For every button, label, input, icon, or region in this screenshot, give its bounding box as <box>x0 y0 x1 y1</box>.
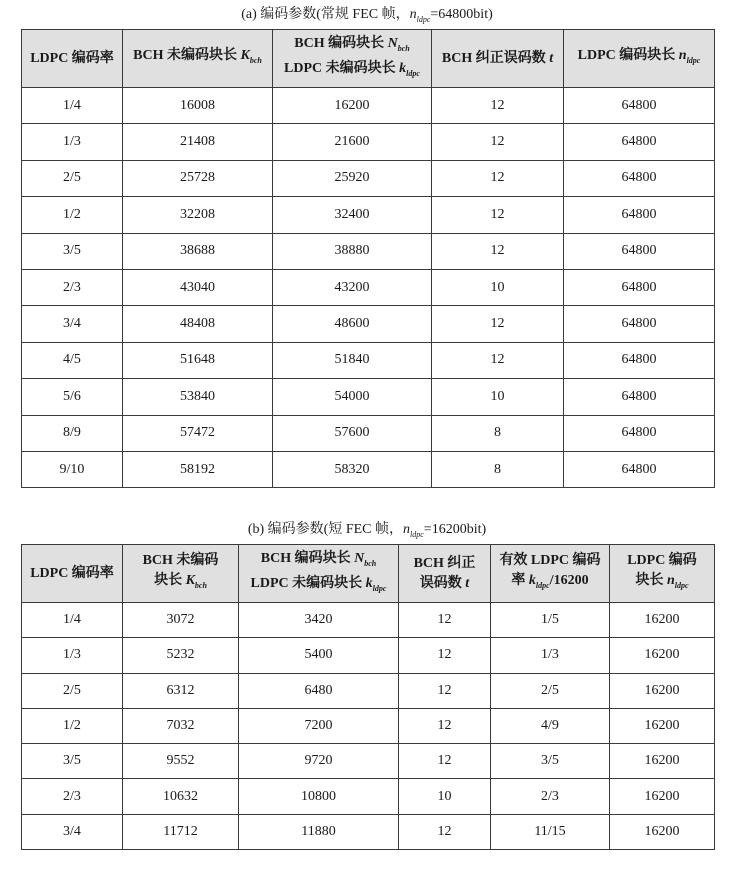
table-cell: 38688 <box>123 233 273 269</box>
table-cell: 3/4 <box>22 306 123 342</box>
header-symbol: n <box>678 48 687 64</box>
table-cell: 48408 <box>123 306 273 342</box>
header-text: LDPC 编码块长 <box>577 48 679 64</box>
table-cell: 2/3 <box>22 779 123 814</box>
table-cell: 4/9 <box>491 708 610 743</box>
table-cell: 1/4 <box>22 603 123 638</box>
table-cell: 57600 <box>273 415 432 451</box>
header-symbol: n <box>666 573 675 589</box>
table-row <box>22 744 715 779</box>
table-row <box>22 88 715 124</box>
table-cell: 64800 <box>564 451 715 487</box>
header-text: 块长 <box>635 573 667 589</box>
header-line <box>123 46 272 71</box>
table-cell: 1/3 <box>491 638 610 673</box>
table-cell: 10632 <box>123 779 239 814</box>
header-subscript: ldpc <box>674 580 689 590</box>
header-line <box>273 59 431 84</box>
table-cell: 12 <box>399 814 491 849</box>
table-cell: 8 <box>432 415 564 451</box>
header-line <box>610 571 714 596</box>
table-row <box>22 306 715 342</box>
table-cell: 64800 <box>564 379 715 415</box>
column-header <box>610 545 715 603</box>
table-cell: 48600 <box>273 306 432 342</box>
table-row <box>22 673 715 708</box>
table-cell: 38880 <box>273 233 432 269</box>
table-cell: 64800 <box>564 88 715 124</box>
table-header-row <box>22 30 715 88</box>
table-cell: 12 <box>432 124 564 160</box>
table-cell: 32400 <box>273 197 432 233</box>
header-text: 块长 <box>154 573 186 589</box>
table-cell: 9/10 <box>22 451 123 487</box>
table-cell: 64800 <box>564 342 715 378</box>
table-cell: 54000 <box>273 379 432 415</box>
table-row <box>22 708 715 743</box>
header-subscript: bch <box>249 55 262 65</box>
table-cell: 6480 <box>239 673 399 708</box>
table-cell: 12 <box>432 233 564 269</box>
header-text: 误码数 <box>419 575 466 591</box>
table-row <box>22 779 715 814</box>
table-cell: 10800 <box>239 779 399 814</box>
header-line <box>22 564 122 584</box>
header-text: BCH 纠正 <box>413 555 476 571</box>
table-cell: 12 <box>399 673 491 708</box>
header-symbol: k <box>528 573 536 589</box>
table-cell: 4/5 <box>22 342 123 378</box>
column-header <box>22 545 123 603</box>
table-header-row <box>22 545 715 603</box>
header-text: BCH 未编码 <box>142 553 219 569</box>
table-cell: 21408 <box>123 124 273 160</box>
header-text: LDPC 未编码块长 <box>284 60 400 76</box>
header-line <box>239 574 398 599</box>
header-line <box>22 49 122 69</box>
table-cell: 1/5 <box>491 603 610 638</box>
header-subscript: ldpc <box>686 55 701 65</box>
column-header <box>399 545 491 603</box>
table-cell: 11/15 <box>491 814 610 849</box>
table-cell: 12 <box>399 744 491 779</box>
column-header <box>432 30 564 88</box>
header-line <box>273 34 431 59</box>
table-cell: 2/5 <box>22 673 123 708</box>
table-cell: 1/2 <box>22 197 123 233</box>
header-line <box>123 551 238 571</box>
header-line <box>399 574 490 594</box>
table-cell: 43040 <box>123 269 273 305</box>
header-line <box>399 554 490 574</box>
table-row <box>22 233 715 269</box>
table-cell: 58192 <box>123 451 273 487</box>
table-cell: 8/9 <box>22 415 123 451</box>
table-cell: 3/4 <box>22 814 123 849</box>
header-text-after: /16200 <box>549 573 589 589</box>
table-row <box>22 814 715 849</box>
table-cell: 12 <box>432 306 564 342</box>
header-text: BCH 纠正误码数 <box>441 50 550 66</box>
table-cell: 1/3 <box>22 638 123 673</box>
column-header <box>564 30 715 88</box>
table-cell: 64800 <box>564 197 715 233</box>
table-cell: 3420 <box>239 603 399 638</box>
column-header <box>239 545 399 603</box>
table-cell: 10 <box>399 779 491 814</box>
table-row <box>22 603 715 638</box>
table-cell: 11712 <box>123 814 239 849</box>
table-cell: 7200 <box>239 708 399 743</box>
table-cell: 16200 <box>610 814 715 849</box>
header-symbol: k <box>399 60 407 76</box>
table-cell: 11880 <box>239 814 399 849</box>
table-cell: 1/2 <box>22 708 123 743</box>
header-symbol: t <box>465 575 470 591</box>
header-subscript: bch <box>194 580 207 590</box>
table-row <box>22 197 715 233</box>
table-cell: 58320 <box>273 451 432 487</box>
header-line <box>610 551 714 571</box>
header-text: LDPC 编码率 <box>30 50 114 66</box>
table-cell: 21600 <box>273 124 432 160</box>
table-cell: 43200 <box>273 269 432 305</box>
column-header <box>22 30 123 88</box>
table-cell: 51648 <box>123 342 273 378</box>
table-row <box>22 269 715 305</box>
table-cell: 51840 <box>273 342 432 378</box>
table-cell: 9552 <box>123 744 239 779</box>
header-line <box>123 571 238 596</box>
table-row <box>22 160 715 196</box>
header-text: BCH 编码块长 <box>260 550 355 566</box>
table-cell: 25920 <box>273 160 432 196</box>
header-line <box>432 49 563 69</box>
table-cell: 5/6 <box>22 379 123 415</box>
table-body <box>22 88 715 488</box>
table-cell: 12 <box>432 342 564 378</box>
table-cell: 64800 <box>564 306 715 342</box>
table-row <box>22 124 715 160</box>
table-cell: 2/5 <box>22 160 123 196</box>
table-row <box>22 451 715 487</box>
table-cell: 10 <box>432 269 564 305</box>
table-cell: 16200 <box>610 603 715 638</box>
header-line <box>564 46 714 71</box>
table-cell: 3/5 <box>22 233 123 269</box>
table-cell: 16200 <box>610 673 715 708</box>
table-cell: 16200 <box>273 88 432 124</box>
table-cell: 10 <box>432 379 564 415</box>
header-text: 率 <box>511 573 529 589</box>
table-cell: 2/3 <box>491 779 610 814</box>
table-row <box>22 638 715 673</box>
table-cell: 64800 <box>564 160 715 196</box>
table-cell: 64800 <box>564 415 715 451</box>
table-row <box>22 415 715 451</box>
column-header <box>123 545 239 603</box>
table-cell: 1/3 <box>22 124 123 160</box>
table-cell: 6312 <box>123 673 239 708</box>
header-subscript: ldpc <box>372 583 387 593</box>
table-cell: 12 <box>399 638 491 673</box>
header-symbol: K <box>240 48 250 64</box>
table-cell: 16200 <box>610 744 715 779</box>
header-symbol: k <box>365 575 373 591</box>
header-symbol: N <box>387 35 398 51</box>
table-cell: 64800 <box>564 269 715 305</box>
column-header <box>491 545 610 603</box>
table-a-caption: (a) 编码参数(常规 FEC 帧，$n_{ldpc}=64800bit$) <box>241 7 493 24</box>
table-cell: 7032 <box>123 708 239 743</box>
header-line <box>239 549 398 574</box>
table-cell: 16008 <box>123 88 273 124</box>
table-cell: 32208 <box>123 197 273 233</box>
header-symbol: N <box>354 550 365 566</box>
table-cell: 57472 <box>123 415 273 451</box>
table-cell: 3072 <box>123 603 239 638</box>
table-cell: 1/4 <box>22 88 123 124</box>
table-b-caption: (b) 编码参数(短 FEC 帧，$n_{ldpc}=16200bit$) <box>247 522 487 539</box>
header-subscript: bch <box>397 43 410 53</box>
header-text: LDPC 编码率 <box>30 565 114 581</box>
table-row <box>22 342 715 378</box>
header-text: 有效 LDPC 编码 <box>499 553 601 569</box>
table-cell: 12 <box>432 160 564 196</box>
table-cell: 12 <box>432 197 564 233</box>
column-header <box>123 30 273 88</box>
table-cell: 9720 <box>239 744 399 779</box>
table-cell: 5232 <box>123 638 239 673</box>
header-line <box>491 551 609 571</box>
table-cell: 3/5 <box>491 744 610 779</box>
header-subscript: ldpc <box>406 68 420 78</box>
table-cell: 5400 <box>239 638 399 673</box>
table-row <box>22 379 715 415</box>
table-cell: 64800 <box>564 233 715 269</box>
header-line <box>491 571 609 596</box>
bch-ldpc-short-frame-table <box>21 544 715 850</box>
column-header <box>273 30 432 88</box>
header-text: BCH 编码块长 <box>294 35 388 51</box>
table-cell: 2/3 <box>22 269 123 305</box>
header-text: LDPC 编码 <box>627 553 697 569</box>
bch-ldpc-normal-frame-table <box>21 29 715 488</box>
table-cell: 16200 <box>610 708 715 743</box>
table-cell: 64800 <box>564 124 715 160</box>
table-cell: 16200 <box>610 779 715 814</box>
table-cell: 12 <box>399 708 491 743</box>
header-symbol: K <box>185 573 195 589</box>
header-subscript: bch <box>364 558 377 568</box>
header-symbol: t <box>549 50 554 66</box>
header-text: BCH 未编码块长 <box>133 48 241 64</box>
table-cell: 53840 <box>123 379 273 415</box>
table-cell: 8 <box>432 451 564 487</box>
table-cell: 2/5 <box>491 673 610 708</box>
table-body <box>22 603 715 850</box>
header-subscript: ldpc <box>535 580 550 590</box>
table-cell: 12 <box>432 88 564 124</box>
table-cell: 3/5 <box>22 744 123 779</box>
table-cell: 12 <box>399 603 491 638</box>
table-cell: 16200 <box>610 638 715 673</box>
header-text: LDPC 未编码块长 <box>250 575 366 591</box>
table-cell: 25728 <box>123 160 273 196</box>
